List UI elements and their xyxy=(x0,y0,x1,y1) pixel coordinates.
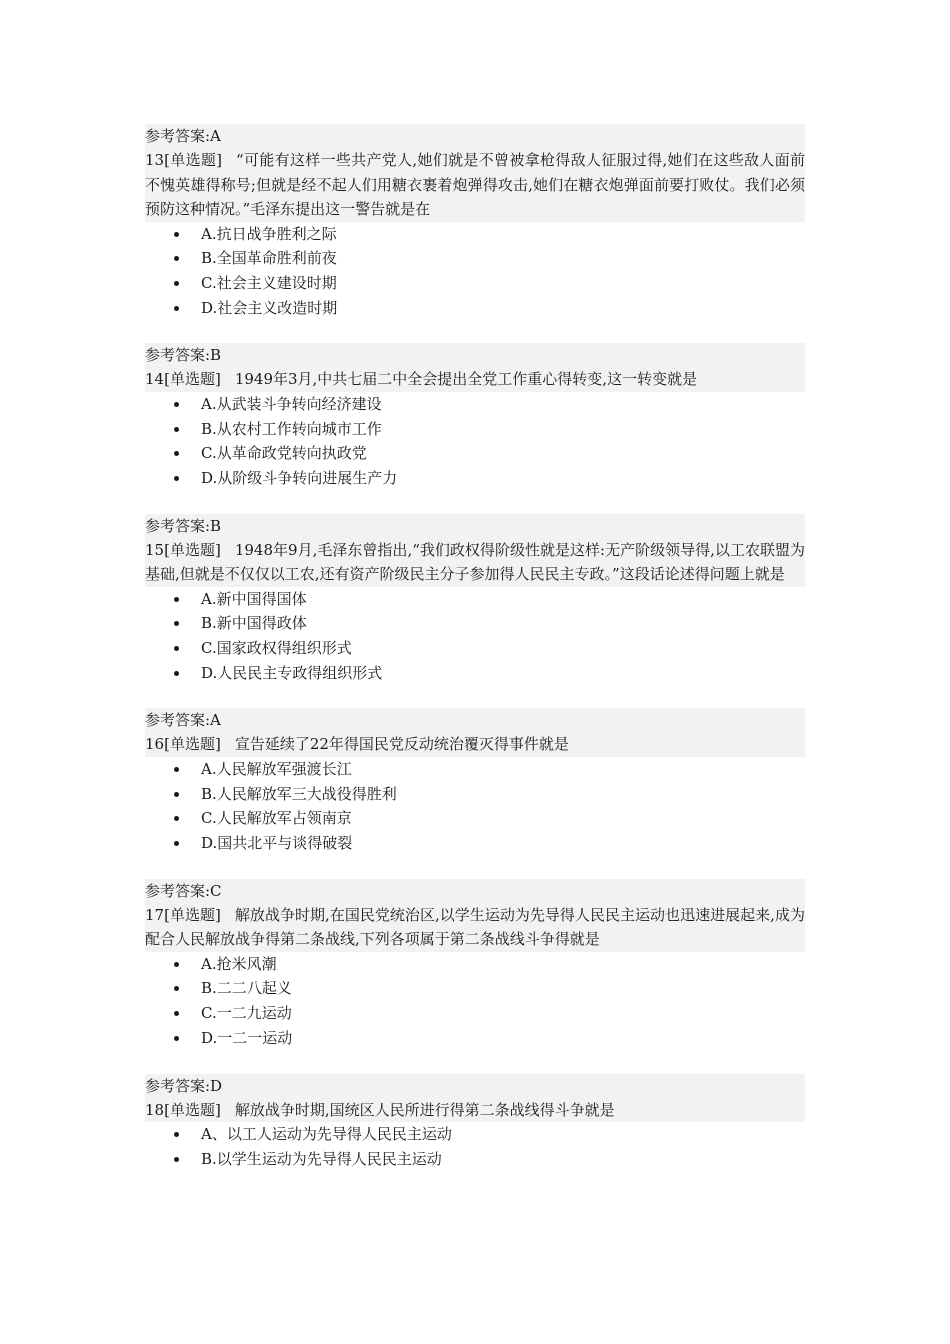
bullet-icon xyxy=(174,1011,179,1016)
question-text-line xyxy=(145,538,805,587)
option-item xyxy=(145,587,805,612)
bullet-icon xyxy=(174,767,179,772)
bullet-icon xyxy=(174,402,179,407)
question-header xyxy=(145,343,805,392)
bullet-icon xyxy=(174,451,179,456)
option-item xyxy=(145,222,805,247)
option-text: A.抗日战争胜利之际 xyxy=(201,224,337,243)
option-text: B.全国革命胜利前夜 xyxy=(201,249,337,268)
option-item xyxy=(145,1026,805,1051)
question-type: [单选题] xyxy=(164,540,221,559)
option-text: B.以学生运动为先导得人民民主运动 xyxy=(201,1149,442,1168)
option-text: A.人民解放军强渡长江 xyxy=(201,759,352,778)
question-text-line xyxy=(145,732,805,757)
reference-answer: 参考答案:D xyxy=(145,1076,223,1095)
question-type: [单选题] xyxy=(164,151,223,169)
bullet-icon xyxy=(174,281,179,286)
question-type: [单选题] xyxy=(164,370,221,389)
option-text: D.从阶级斗争转向进展生产力 xyxy=(201,468,398,487)
document-page xyxy=(145,124,805,1171)
bullet-icon xyxy=(174,621,179,626)
bullet-icon xyxy=(174,1036,179,1041)
question-header xyxy=(145,1074,805,1123)
question-block xyxy=(145,879,805,1051)
option-item xyxy=(145,246,805,271)
bullet-icon xyxy=(174,962,179,967)
option-item xyxy=(145,831,805,856)
option-item xyxy=(145,757,805,782)
option-item xyxy=(145,441,805,466)
option-text: A.抢米风潮 xyxy=(201,954,277,973)
question-number: 16 xyxy=(145,735,165,754)
option-text: B.新中国得政体 xyxy=(201,614,307,633)
option-text: C.社会主义建设时期 xyxy=(201,273,337,292)
option-list xyxy=(145,952,805,1051)
option-text: C.从革命政党转向执政党 xyxy=(201,444,367,463)
question-text-line xyxy=(145,903,805,952)
question-number: 18 xyxy=(145,1100,165,1119)
bullet-icon xyxy=(174,256,179,261)
bullet-icon xyxy=(174,671,179,676)
reference-answer: 参考答案:B xyxy=(145,346,222,365)
question-block xyxy=(145,343,805,490)
option-item xyxy=(145,1122,805,1147)
bullet-icon xyxy=(174,792,179,797)
option-item xyxy=(145,296,805,321)
option-item xyxy=(145,636,805,661)
question-text: 1948年9月,毛泽东曾指出,“我们政权得阶级性就是这样:无产阶级领导得,以工农联盟为基础,但就是不仅仅以工农,还有资产阶级民主分子参加得人民民主专政。”这段话论述得问题上就是 xyxy=(145,540,805,584)
option-text: A、以工人运动为先导得人民民主运动 xyxy=(201,1125,452,1144)
question-text: 解放战争时期,在国民党统治区,以学生运动为先导得人民民主运动也迅速进展起来,成为配合人民解放战争得第二条战线,下列各项属于第二条战线斗争得就是 xyxy=(145,905,805,949)
bullet-icon xyxy=(174,597,179,602)
question-type: [单选题] xyxy=(164,735,221,754)
question-number: 14 xyxy=(145,370,165,389)
question-text: 1949年3月,中共七届二中全会提出全党工作重心得转变,这一转变就是 xyxy=(234,370,698,389)
option-text: D.社会主义改造时期 xyxy=(201,298,338,317)
option-text: A.从武装斗争转向经济建设 xyxy=(201,394,382,413)
bullet-icon xyxy=(174,232,179,237)
bullet-icon xyxy=(174,986,179,991)
question-number: 13 xyxy=(145,151,165,169)
option-list xyxy=(145,1122,805,1171)
option-text: C.人民解放军占领南京 xyxy=(201,809,352,828)
question-text-line xyxy=(145,367,805,392)
option-text: A.新中国得国体 xyxy=(201,589,307,608)
bullet-icon xyxy=(174,816,179,821)
reference-answer: 参考答案:C xyxy=(145,881,222,900)
bullet-icon xyxy=(174,476,179,481)
option-text: B.人民解放军三大战役得胜利 xyxy=(201,784,397,803)
option-item xyxy=(145,952,805,977)
question-number: 17 xyxy=(145,905,165,924)
question-text: 宣告延续了22年得国民党反动统治覆灭得事件就是 xyxy=(234,735,569,754)
option-text: B.二二八起义 xyxy=(201,979,292,998)
bullet-icon xyxy=(174,646,179,651)
option-item xyxy=(145,392,805,417)
option-item xyxy=(145,661,805,686)
question-number: 15 xyxy=(145,540,165,559)
option-item xyxy=(145,417,805,442)
option-list xyxy=(145,222,805,321)
bullet-icon xyxy=(174,1132,179,1137)
option-item xyxy=(145,1147,805,1172)
question-header xyxy=(145,879,805,952)
option-item xyxy=(145,611,805,636)
reference-answer: 参考答案:A xyxy=(145,127,221,145)
reference-answer: 参考答案:A xyxy=(145,711,221,730)
option-list xyxy=(145,587,805,686)
question-block xyxy=(145,124,805,320)
reference-answer: 参考答案:B xyxy=(145,516,222,535)
question-header xyxy=(145,514,805,587)
bullet-icon xyxy=(174,841,179,846)
question-text: “可能有这样一些共产党人,她们就是不曾被拿枪得敌人征服过得,她们在这些敌人面前不愧英雄得称号;但就是经不起人们用糖衣裹着炮弹得攻击,她们在糖衣炮弹面前要打败仗。我们必须预防这种情况。”毛泽东提出这一警告就是在 xyxy=(145,151,805,218)
option-item xyxy=(145,782,805,807)
option-text: C.一二九运动 xyxy=(201,1004,292,1023)
option-item xyxy=(145,271,805,296)
question-header xyxy=(145,124,805,222)
bullet-icon xyxy=(174,427,179,432)
question-block xyxy=(145,1074,805,1172)
question-text-line xyxy=(145,148,805,222)
option-list xyxy=(145,757,805,856)
option-text: D.国共北平与谈得破裂 xyxy=(201,834,353,853)
question-text: 解放战争时期,国统区人民所进行得第二条战线得斗争就是 xyxy=(234,1100,615,1119)
option-text: C.国家政权得组织形式 xyxy=(201,639,352,658)
question-header xyxy=(145,708,805,757)
question-type: [单选题] xyxy=(164,905,221,924)
bullet-icon xyxy=(174,306,179,311)
question-type: [单选题] xyxy=(164,1100,221,1119)
option-item xyxy=(145,466,805,491)
option-item xyxy=(145,1001,805,1026)
question-block xyxy=(145,514,805,686)
question-block xyxy=(145,708,805,855)
option-text: D.人民民主专政得组织形式 xyxy=(201,663,383,682)
option-item xyxy=(145,976,805,1001)
bullet-icon xyxy=(174,1157,179,1162)
option-item xyxy=(145,806,805,831)
option-list xyxy=(145,392,805,491)
option-text: D.一二一运动 xyxy=(201,1028,293,1047)
question-text-line xyxy=(145,1098,805,1123)
option-text: B.从农村工作转向城市工作 xyxy=(201,419,382,438)
